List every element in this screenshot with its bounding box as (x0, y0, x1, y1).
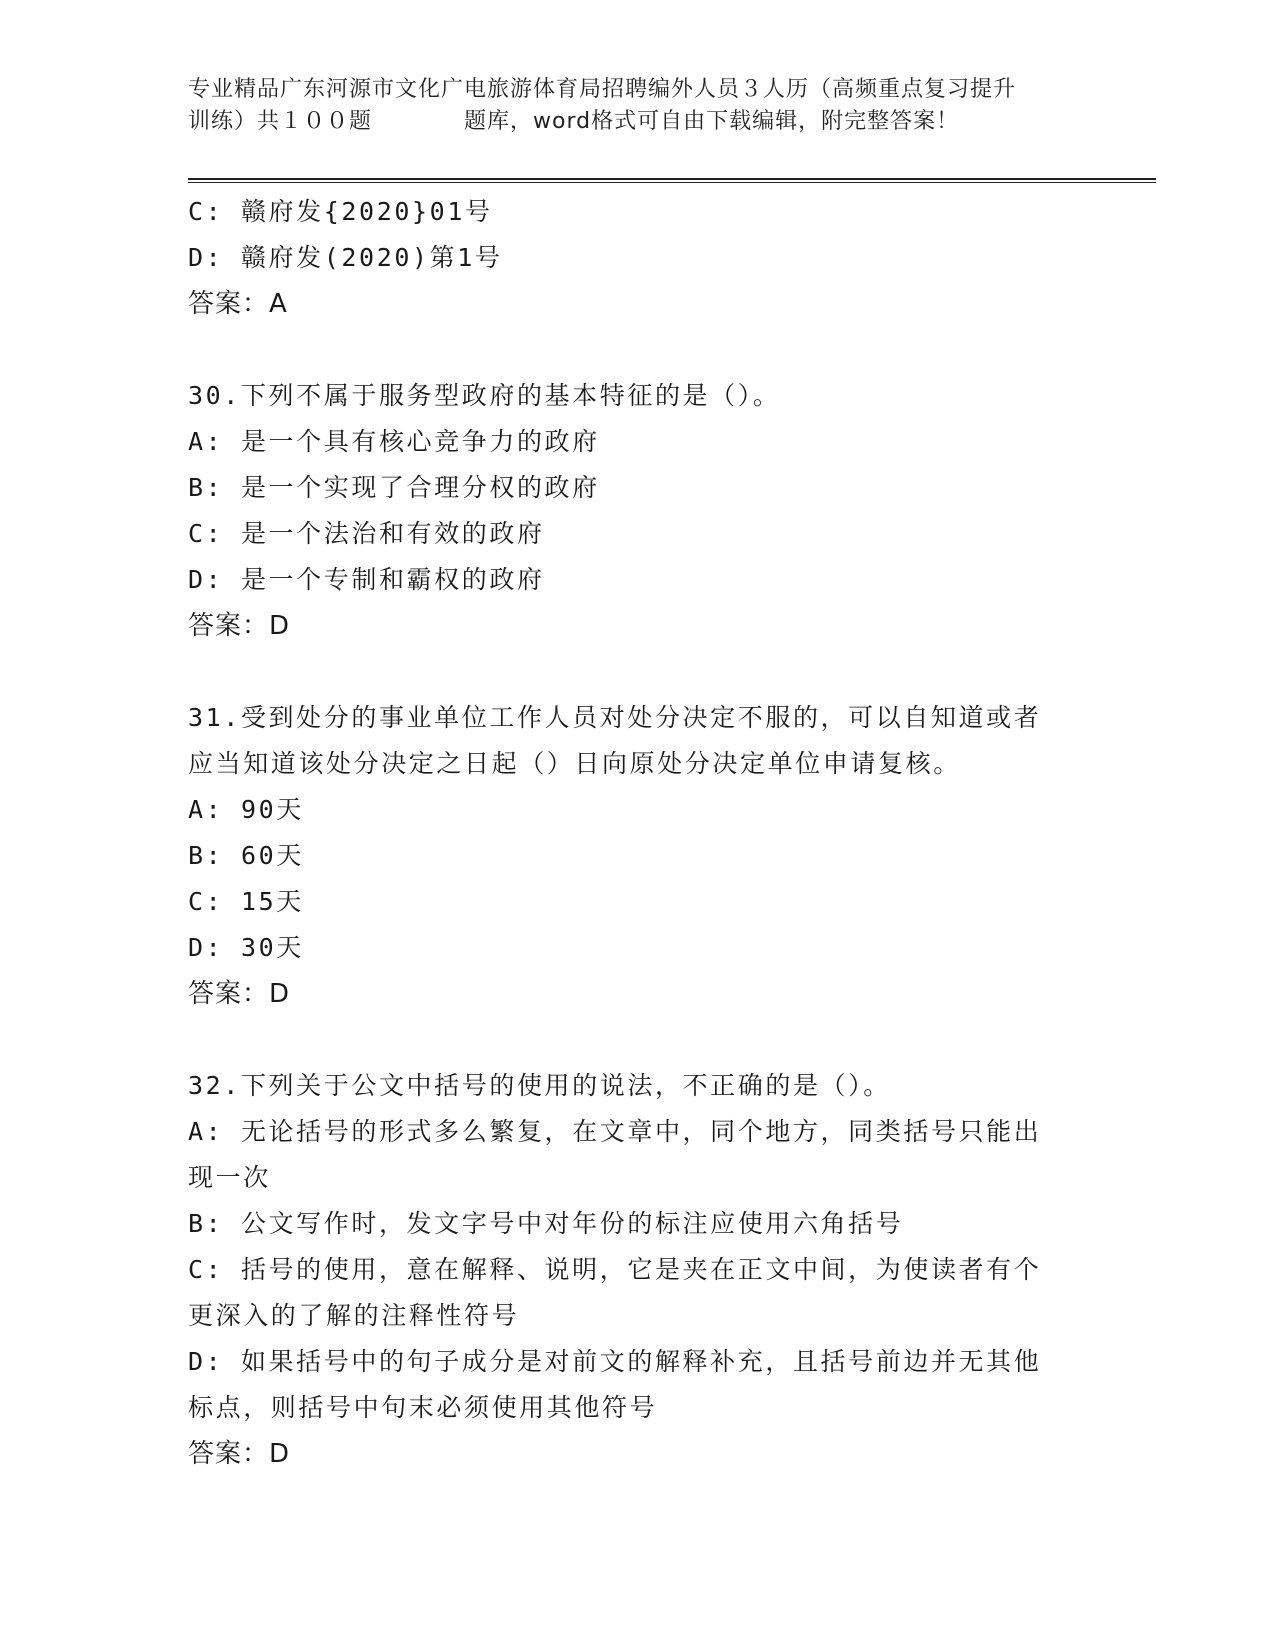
document-body (188, 189, 1088, 1477)
option-a: A: 是一个具有核心竞争力的政府 (188, 427, 600, 456)
option-d: D: 赣府发(2020)第1号 (188, 243, 503, 272)
option-d: D: 30天 (188, 933, 304, 962)
option-b: B: 60天 (188, 841, 304, 870)
option-a: A: 无论括号的形式多么繁复，在文章中，同个地方，同类括号只能出 (188, 1117, 1042, 1146)
option-b: B: 是一个实现了合理分权的政府 (188, 473, 600, 502)
question-30 (188, 373, 1088, 649)
header-title-line-1: 专业精品广东河源市文化广电旅游体育局招聘编外人员３人历（高频重点复习提升 (188, 77, 1017, 102)
header-title-line-2: 训练）共１００题 题库，word格式可自由下载编辑，附完整答案！ (188, 109, 960, 134)
answer: 答案：D (188, 611, 291, 641)
question-31 (188, 695, 1088, 1017)
option-c: C: 15天 (188, 887, 304, 916)
option-d: D: 是一个专制和霸权的政府 (188, 565, 545, 594)
option-c: C: 是一个法治和有效的政府 (188, 519, 545, 548)
page-header (188, 74, 1088, 138)
question-stem-cont: 应当知道该处分决定之日起（）日向原处分决定单位申请复核。 (188, 749, 961, 778)
header-divider (188, 178, 1156, 180)
option-c: C: 赣府发{2020}01号 (188, 197, 493, 226)
option-a-cont: 现一次 (188, 1163, 271, 1192)
question-stem: 30.下列不属于服务型政府的基本特征的是（）。 (188, 381, 781, 410)
question-stem: 32.下列关于公文中括号的使用的说法，不正确的是（）。 (188, 1071, 891, 1100)
question-32 (188, 1063, 1088, 1477)
option-a: A: 90天 (188, 795, 304, 824)
answer: 答案：D (188, 1439, 291, 1469)
answer: 答案：A (188, 289, 288, 319)
question-stem: 31.受到处分的事业单位工作人员对处分决定不服的，可以自知道或者 (188, 703, 1042, 732)
header-divider-thin (188, 182, 1156, 183)
option-b: B: 公文写作时，发文字号中对年份的标注应使用六角括号 (188, 1209, 904, 1238)
option-d: D: 如果括号中的句子成分是对前文的解释补充，且括号前边并无其他 (188, 1347, 1042, 1376)
option-d-cont: 标点，则括号中句末必须使用其他符号 (188, 1393, 658, 1422)
answer: 答案：D (188, 979, 291, 1009)
option-c: C: 括号的使用，意在解释、说明，它是夹在正文中间，为使读者有个 (188, 1255, 1042, 1284)
option-c-cont: 更深入的了解的注释性符号 (188, 1301, 520, 1330)
